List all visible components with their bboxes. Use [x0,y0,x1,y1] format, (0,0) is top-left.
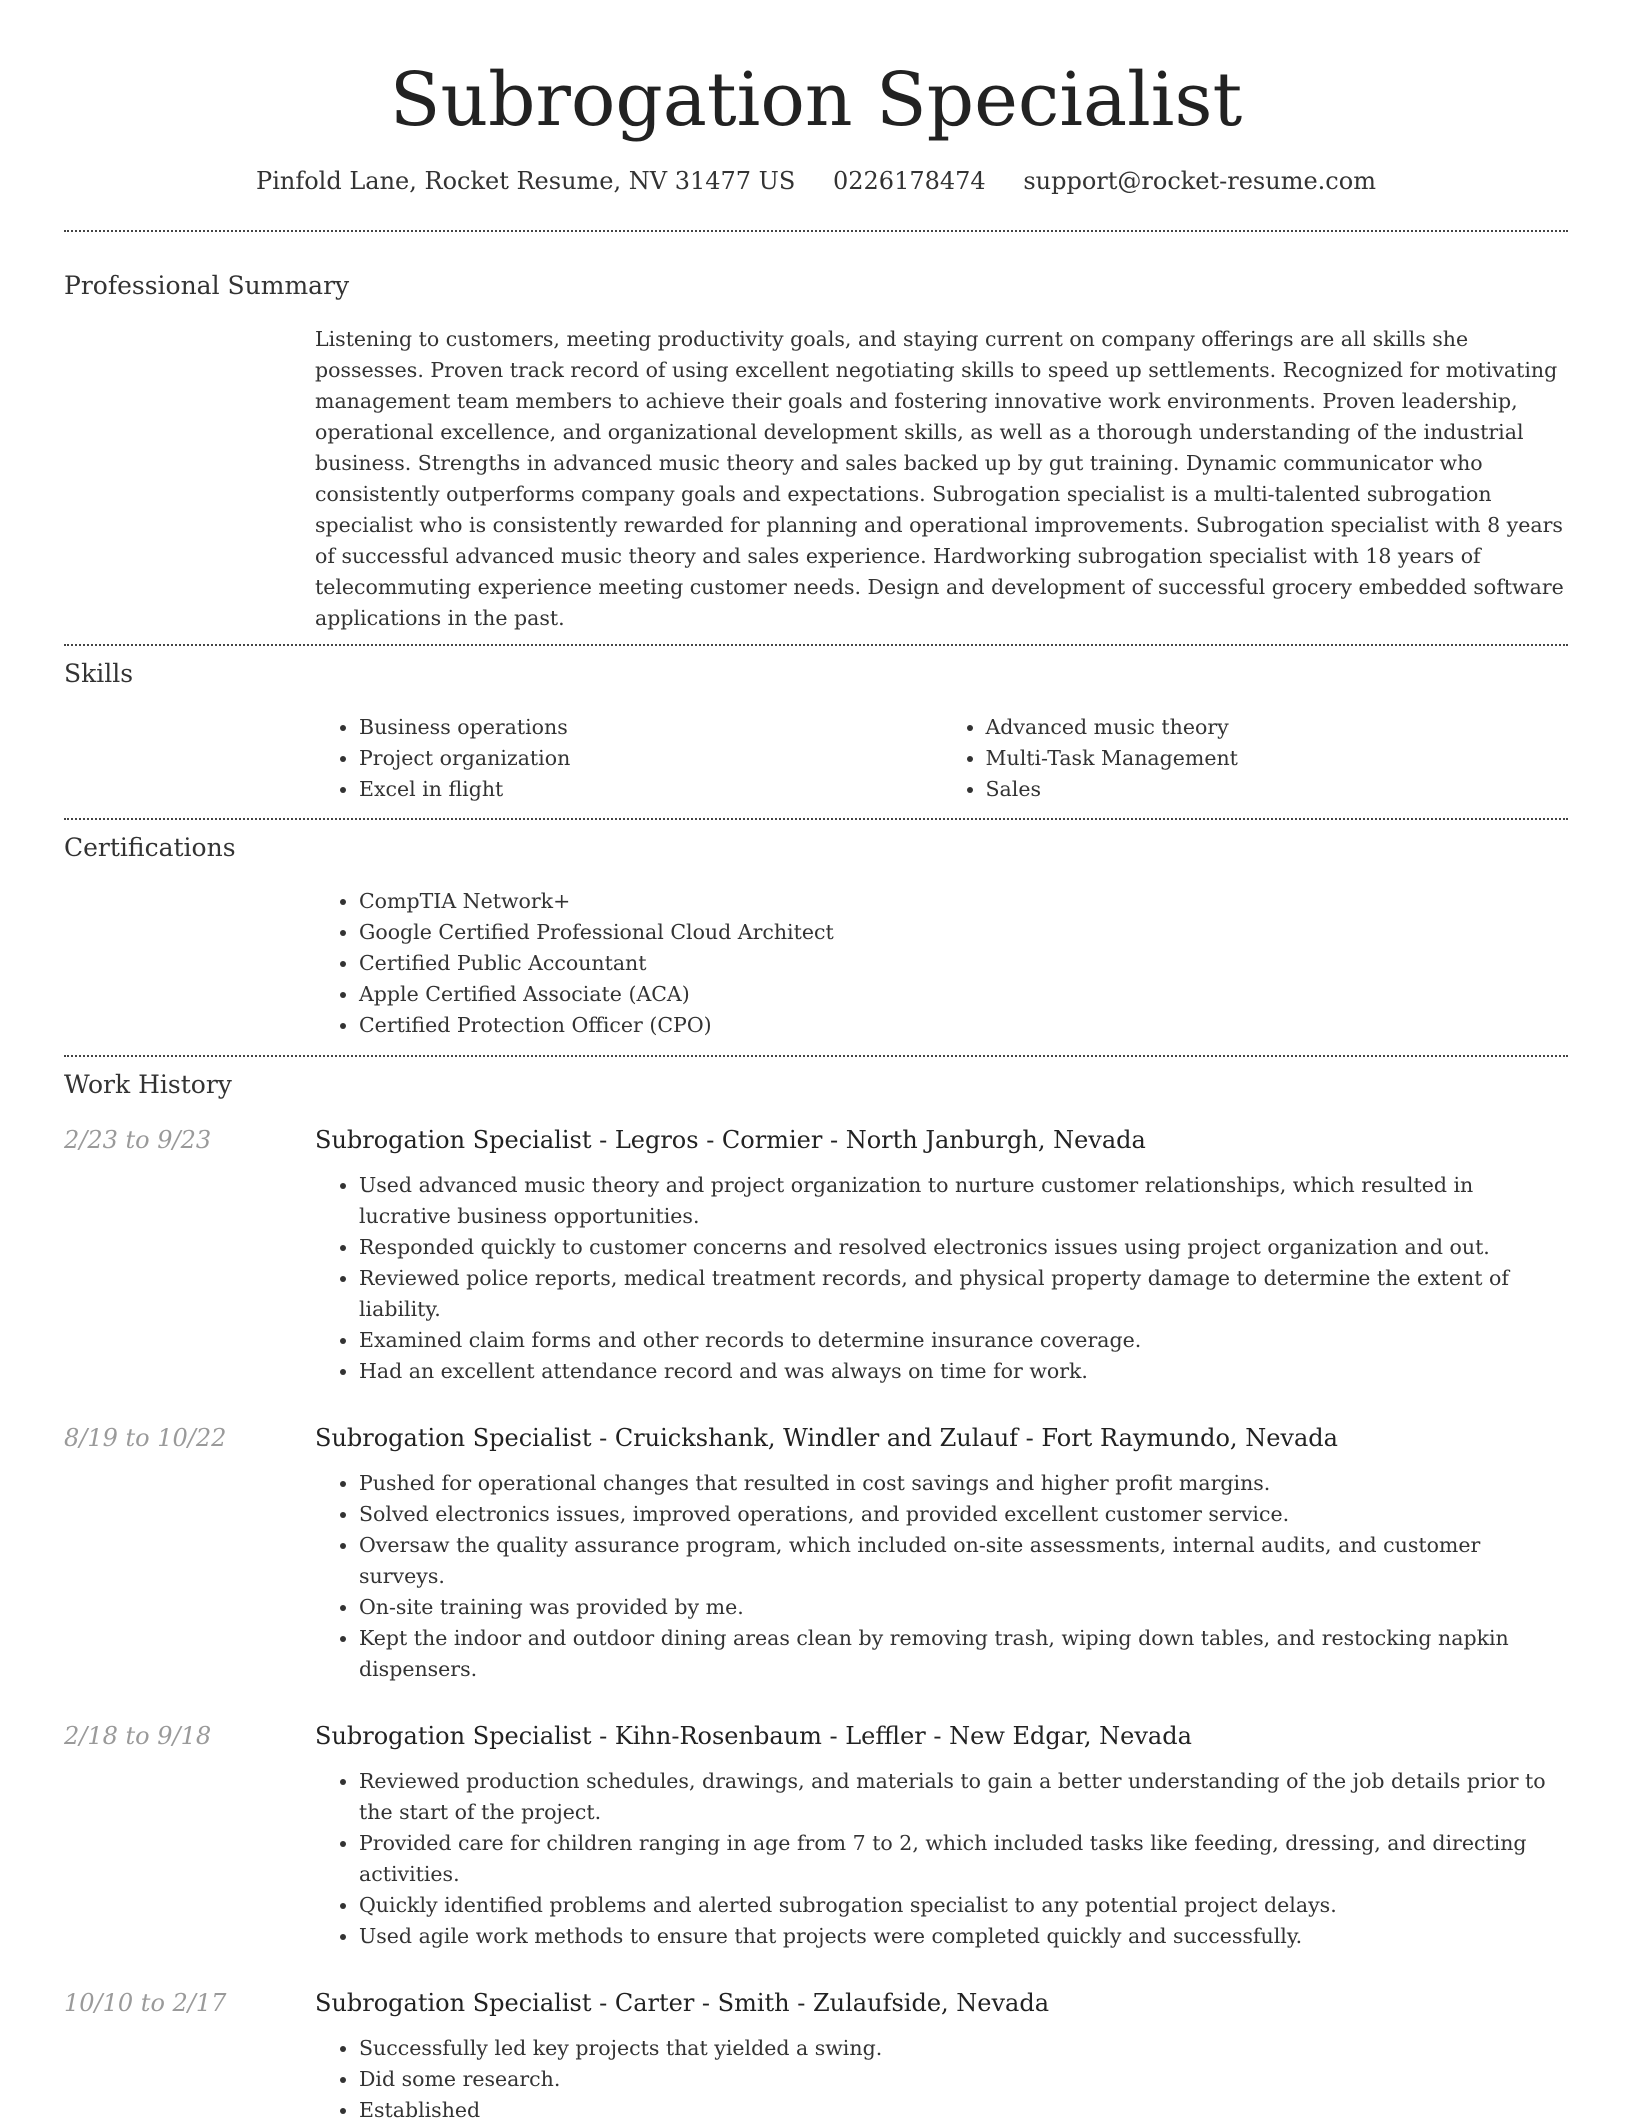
job-header [64,1421,1568,1455]
certifications-section [64,820,1568,1055]
job-entry [64,1986,1568,2126]
job-entry [64,1719,1568,1952]
list-item: • Provided care for children ranging in age from 7 to 2, which included tasks like feeding, dressing, and directing activities. [359,1828,1568,1890]
list-item: • Solved electronics issues, improved operations, and provided excellent customer service. [359,1499,1568,1530]
list-item: • Excel in flight [359,774,942,805]
list-item: • Certified Protection Officer (CPO) [359,1010,1568,1041]
job-title: Subrogation Specialist - Kihn-Rosenbaum - Leffler - New Edgar, Nevada [315,1722,1192,1750]
list-item: • Had an excellent attendance record and was always on time for work. [359,1356,1568,1387]
list-item: • Quickly identified problems and alerted subrogation specialist to any potential project delays. [359,1890,1568,1921]
contact-address: Pinfold Lane, Rocket Resume, NV 31477 US [256,167,796,195]
list-item: • Multi-Task Management [986,743,1569,774]
list-item: • Used agile work methods to ensure that projects were completed quickly and successfully. [359,1921,1568,1952]
list-item: • Reviewed police reports, medical treatment records, and physical property damage to determine the extent of liability. [359,1263,1568,1325]
list-item: • Used advanced music theory and project organization to nurture customer relationships, which resulted in lucrative business opportunities. [359,1170,1568,1232]
job-date: 2/23 to 9/23 [64,1126,212,1154]
summary-section [64,232,1568,644]
job-bullets [315,1468,1568,1685]
certifications-list [315,886,1568,1041]
summary-text: Listening to customers, meeting productivity goals, and staying current on company offerings are all skills she possesses. Proven track record of using excellent negotiating skills to speed up settlements. Recognized for motivating management team members to achieve their goals and fostering innovative work environments. Proven leadership, operational excellence, and organizational development skills, as well as a thorough understanding of the industrial business. Strengths in advanced music theory and sales backed up by gut training. Dynamic communicator who consistently outperforms company goals and expectations. Subrogation specialist is a multi-talented subrogation specialist who is consistently rewarded for planning and operational improvements. Subrogation specialist with 8 years of successful advanced music theory and sales experience. Hardworking subrogation specialist with 18 years of telecommuting experience meeting customer needs. Design and development of successful grocery embedded software applications in the past. [315,327,1564,630]
job-date: 8/19 to 10/22 [64,1424,227,1452]
work-history-section [64,1057,1568,2126]
job-entry [64,1421,1568,1685]
list-item: • On-site training was provided by me. [359,1592,1568,1623]
list-item: • Sales [986,774,1569,805]
work-history-title: Work History [64,1070,232,1099]
list-item: • Established [359,2095,1568,2126]
list-item: • Did some research. [359,2064,1568,2095]
job-title: Subrogation Specialist - Carter - Smith - Zulaufside, Nevada [315,1989,1050,2017]
list-item: • Certified Public Accountant [359,948,1568,979]
list-item: • Oversaw the quality assurance program, which included on-site assessments, internal audits, and customer surveys. [359,1530,1568,1592]
resume-page [64,0,1568,2126]
job-title: Subrogation Specialist - Cruickshank, Windler and Zulauf - Fort Raymundo, Nevada [315,1424,1338,1452]
skills-list-right [942,712,1569,805]
list-item: • Google Certified Professional Cloud Architect [359,917,1568,948]
skills-section [64,646,1568,818]
job-bullets [315,1766,1568,1952]
list-item: • Project organization [359,743,942,774]
list-item: • Responded quickly to customer concerns and resolved electronics issues using project organization and out. [359,1232,1568,1263]
resume-name: Subrogation Specialist [389,57,1243,143]
list-item: • Advanced music theory [986,712,1569,743]
job-date: 10/10 to 2/17 [64,1989,227,2017]
summary-title: Professional Summary [64,271,350,300]
job-header [64,1719,1568,1753]
list-item: • Reviewed production schedules, drawings, and materials to gain a better understanding of the job details prior to the start of the project. [359,1766,1568,1828]
job-header [64,1986,1568,2020]
list-item: • Business operations [359,712,942,743]
contact-email: support@rocket-resume.com [1023,167,1376,195]
job-bullets [315,2033,1568,2126]
list-item: • Pushed for operational changes that resulted in cost savings and higher profit margins. [359,1468,1568,1499]
list-item: • Apple Certified Associate (ACA) [359,979,1568,1010]
job-title: Subrogation Specialist - Legros - Cormier - North Janburgh, Nevada [315,1126,1146,1154]
skills-title: Skills [64,659,134,688]
skills-list-left [315,712,942,805]
list-item: • Examined claim forms and other records to determine insurance coverage. [359,1325,1568,1356]
job-bullets [315,1170,1568,1387]
job-date: 2/18 to 9/18 [64,1722,212,1750]
certifications-title: Certifications [64,833,236,862]
contact-phone: 0226178474 [832,167,986,195]
contact-line [64,166,1568,196]
job-entry [64,1123,1568,1387]
job-header [64,1123,1568,1157]
list-item: • Kept the indoor and outdoor dining areas clean by removing trash, wiping down tables, and restocking napkin dispensers. [359,1623,1568,1685]
list-item: • Successfully led key projects that yielded a swing. [359,2033,1568,2064]
list-item: • CompTIA Network+ [359,886,1568,917]
